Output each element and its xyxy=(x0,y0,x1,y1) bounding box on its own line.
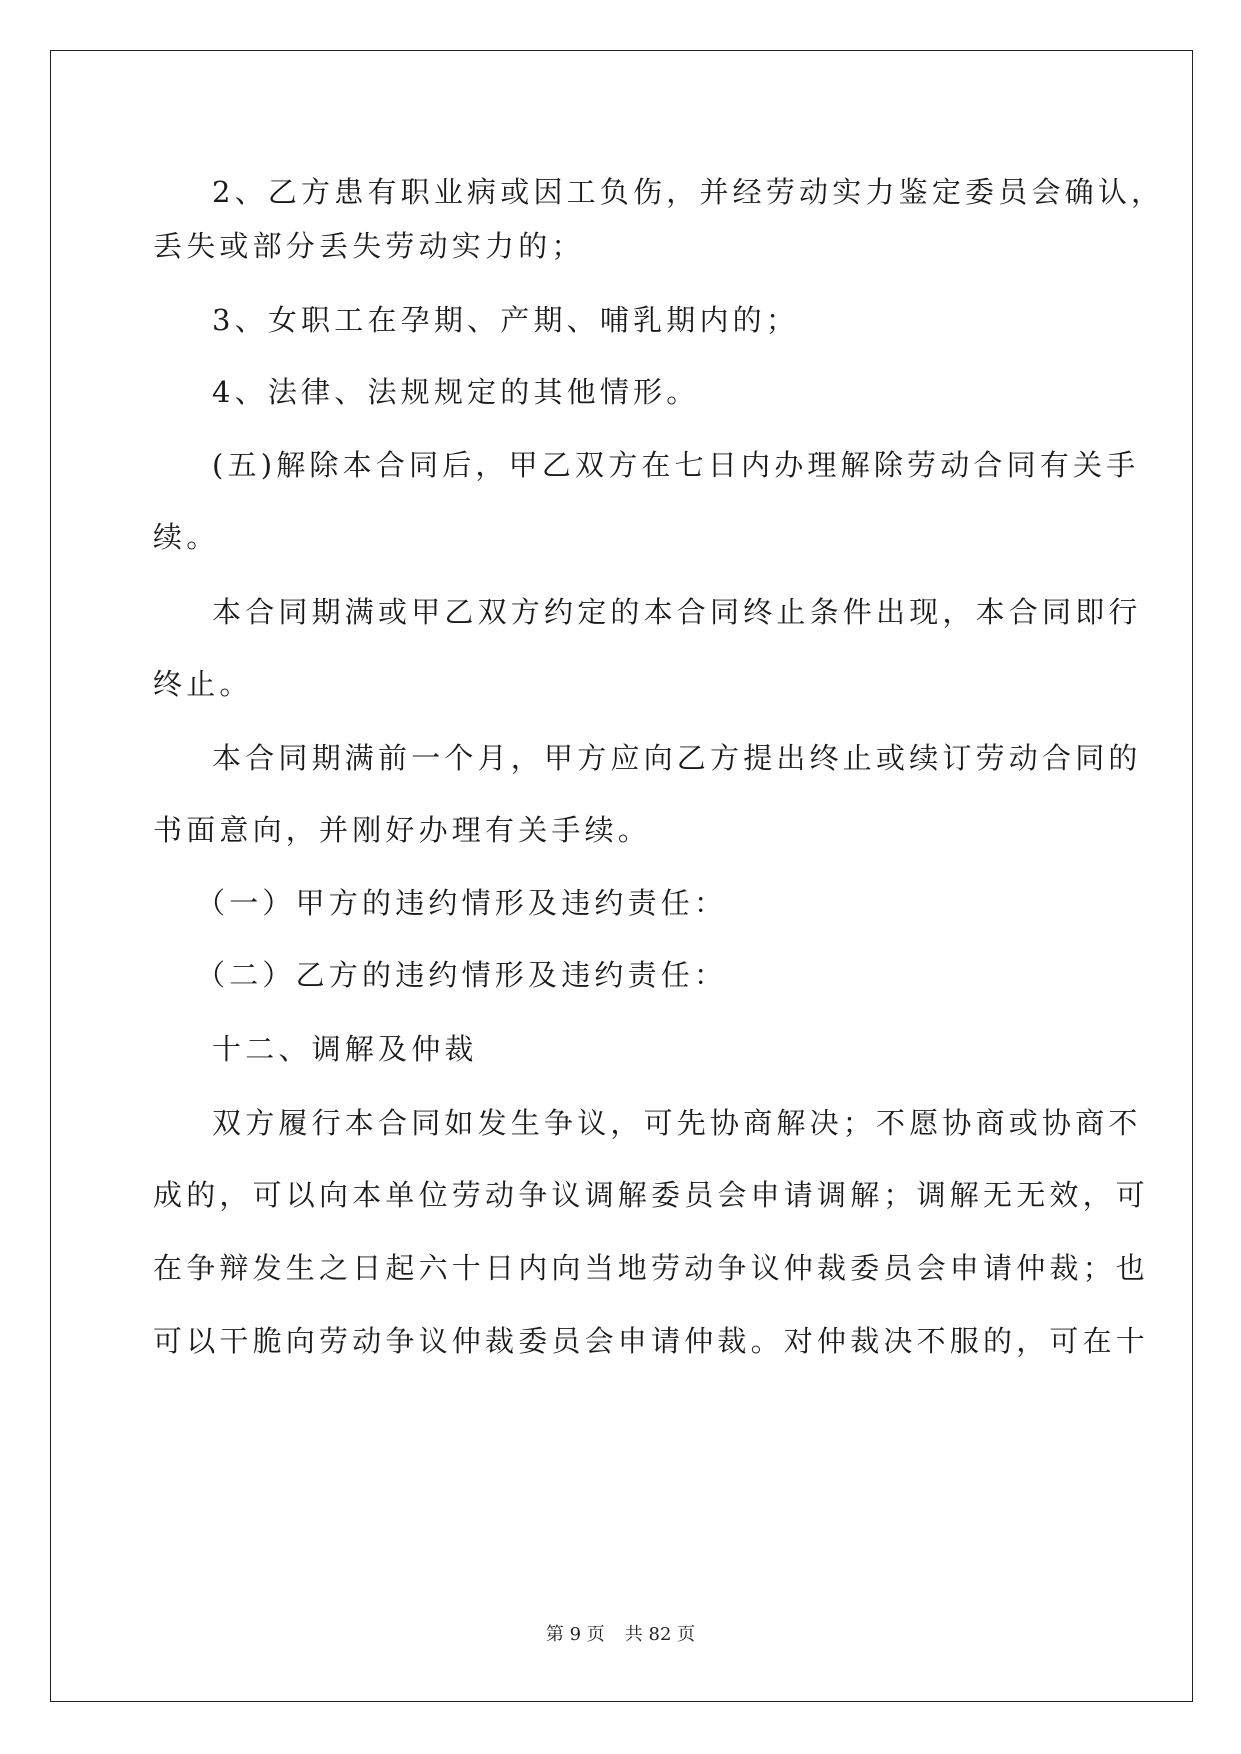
paragraph-line: 续。 xyxy=(153,520,220,554)
paragraph-line: 终止。 xyxy=(153,667,253,701)
paragraph-line: （一）甲方的违约情形及违约责任： xyxy=(196,886,728,920)
page-number: 第 9 页 xyxy=(545,1624,605,1645)
paragraph-line: (五)解除本合同后，甲乙双方在七日内办理解除劳动合同有关手 xyxy=(212,448,1140,482)
paragraph-line: （二）乙方的违约情形及违约责任： xyxy=(196,958,728,992)
paragraph-line: 可以干脆向劳动争议仲裁委员会申请仲裁。对仲裁决不服的，可在十 xyxy=(153,1324,1150,1358)
paragraph-line: 双方履行本合同如发生争议，可先协商解决；不愿协商或协商不 xyxy=(212,1106,1142,1140)
paragraph-line: 成的，可以向本单位劳动争议调解委员会申请调解；调解无无效，可 xyxy=(153,1178,1150,1212)
page-total: 共 82 页 xyxy=(624,1624,696,1645)
paragraph-line: 本合同期满或甲乙双方约定的本合同终止条件出现，本合同即行 xyxy=(212,595,1142,629)
page-footer xyxy=(0,1623,1241,1647)
paragraph-line: 本合同期满前一个月，甲方应向乙方提出终止或续订劳动合同的 xyxy=(212,741,1142,775)
paragraph-line: 书面意向，并刚好办理有关手续。 xyxy=(153,813,652,847)
paragraph-line: 4、法律、法规规定的其他情形。 xyxy=(212,375,700,409)
page-border xyxy=(50,50,1193,1702)
paragraph-line: 3、女职工在孕期、产期、哺乳期内的； xyxy=(212,303,800,337)
paragraph-line: 丢失或部分丢失劳动实力的； xyxy=(153,229,585,263)
paragraph-line: 在争辩发生之日起六十日内向当地劳动争议仲裁委员会申请仲裁；也 xyxy=(153,1251,1150,1285)
paragraph-line: 2、乙方患有职业病或因工负伤，并经劳动实力鉴定委员会确认， xyxy=(212,175,1165,209)
section-heading: 十二、调解及仲裁 xyxy=(212,1032,478,1066)
